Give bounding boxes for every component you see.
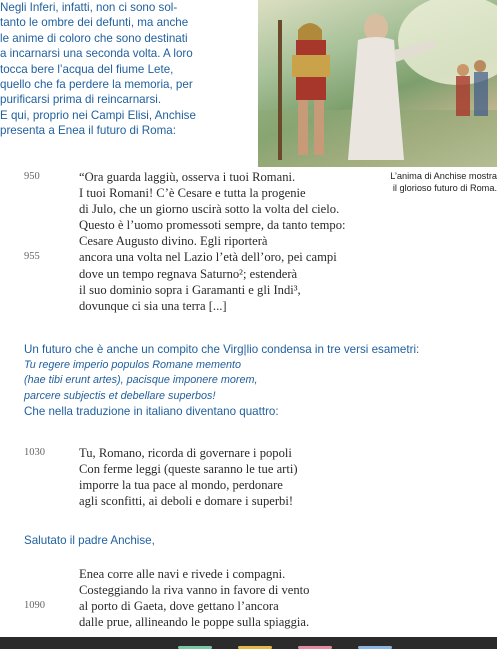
bottom-bar	[0, 637, 497, 649]
verse-number: 955	[24, 251, 40, 263]
intro-line: presenta a Enea il futuro di Roma:	[0, 124, 176, 138]
intro-line: quello che fa perdere la memoria, per	[0, 78, 193, 92]
verse-text: imporre la tua pace al mondo, perdonare	[79, 478, 283, 493]
verse-line	[0, 298, 420, 314]
verse-line	[0, 614, 420, 630]
verse-number: 1030	[24, 447, 45, 458]
latin-verse: parcere subjectis et debellare superbos!	[24, 389, 216, 402]
intro-line: tanto le ombre dei defunti, ma anche	[0, 16, 189, 30]
verse-text: I tuoi Romani! C’è Cesare e tutta la progenie	[79, 186, 306, 201]
verse-line	[0, 282, 420, 298]
para-line: Salutato il padre Anchise,	[24, 534, 155, 547]
latin-verse: Tu regere imperio populos Romane memento	[24, 358, 242, 371]
verse-line	[0, 249, 420, 265]
verse-line	[0, 598, 420, 614]
verse-text: al porto di Gaeta, dove gettano l’ancora	[79, 599, 279, 614]
verse-text: Tu, Romano, ricorda di governare i popoli	[79, 446, 292, 460]
verse-text: dove un tempo regnava Saturno²; estenderà	[79, 266, 298, 281]
verse-text: Cesare Augusto divino. Egli riporterà	[79, 234, 268, 249]
verse-line	[0, 217, 420, 233]
verse-line	[0, 445, 420, 461]
intro-paragraph	[0, 0, 250, 139]
verse-line	[0, 201, 420, 217]
latin-paragraph	[24, 342, 494, 420]
intro-line: E qui, proprio nei Campi Elisi, Anchise	[0, 108, 196, 122]
verse-line	[0, 477, 420, 493]
verse-text: il suo dominio sopra i Garamanti e gli Indi³,	[79, 282, 301, 297]
verse-text: ancora una volta nel Lazio l’età dell’oro, pei campi	[79, 250, 337, 265]
poem-block-1	[0, 169, 420, 314]
verse-line	[0, 185, 420, 201]
intro-line: a incarnarsi una seconda volta. A loro	[0, 47, 193, 61]
verse-number: 1090	[24, 600, 45, 612]
para-line: Che nella traduzione in italiano diventano quattro:	[24, 405, 279, 419]
caption-line-2: il glorioso futuro di Roma.	[392, 183, 497, 193]
poem-block-3	[0, 566, 420, 630]
intro-line: le anime di coloro che sono destinati	[0, 31, 188, 45]
verse-text: Enea corre alle navi e rivede i compagni.	[79, 567, 286, 581]
verse-line	[0, 582, 420, 598]
anchise-illustration	[258, 0, 497, 167]
verse-number: 950	[24, 171, 40, 182]
latin-verse: (hae tibi erunt artes), pacisque imponere morem,	[24, 374, 258, 387]
verse-text: Con ferme leggi (queste saranno le tue arti)	[79, 462, 298, 477]
verse-line	[0, 169, 420, 185]
verse-line	[0, 566, 420, 582]
para-line: Un futuro che è anche un compito che Virg|lio condensa in tre versi esametri:	[24, 343, 420, 356]
verse-text: agli sconfitti, ai deboli e domare i superbi!	[79, 494, 294, 509]
transition-paragraph	[24, 533, 494, 549]
caption-line-1: L’anima di Anchise mostra	[390, 171, 497, 181]
intro-line: tocca bere l’acqua del fiume Lete,	[0, 62, 174, 76]
verse-text: Costeggiando la riva vanno in favore di vento	[79, 583, 310, 598]
verse-line	[0, 461, 420, 477]
verse-text: Questo è l’uomo promessoti sempre, da tanto tempo:	[79, 218, 346, 233]
illustration-drawing	[258, 0, 497, 167]
verse-line	[0, 233, 420, 249]
intro-line: purificarsi prima di reincarnarsi.	[0, 93, 162, 107]
verse-line	[0, 266, 420, 282]
verse-line	[0, 493, 420, 509]
verse-text: dovunque ci sia una terra [...]	[79, 298, 227, 313]
poem-block-2	[0, 445, 420, 509]
verse-text: dalle prue, allineando le poppe sulla spiaggia.	[79, 615, 310, 630]
verse-text: “Ora guarda laggiù, osserva i tuoi Romani.	[79, 170, 296, 184]
verse-text: di Julo, che un giorno uscirà sotto la volta del cielo.	[79, 202, 340, 217]
intro-line: Negli Inferi, infatti, non ci sono sol-	[0, 1, 178, 14]
